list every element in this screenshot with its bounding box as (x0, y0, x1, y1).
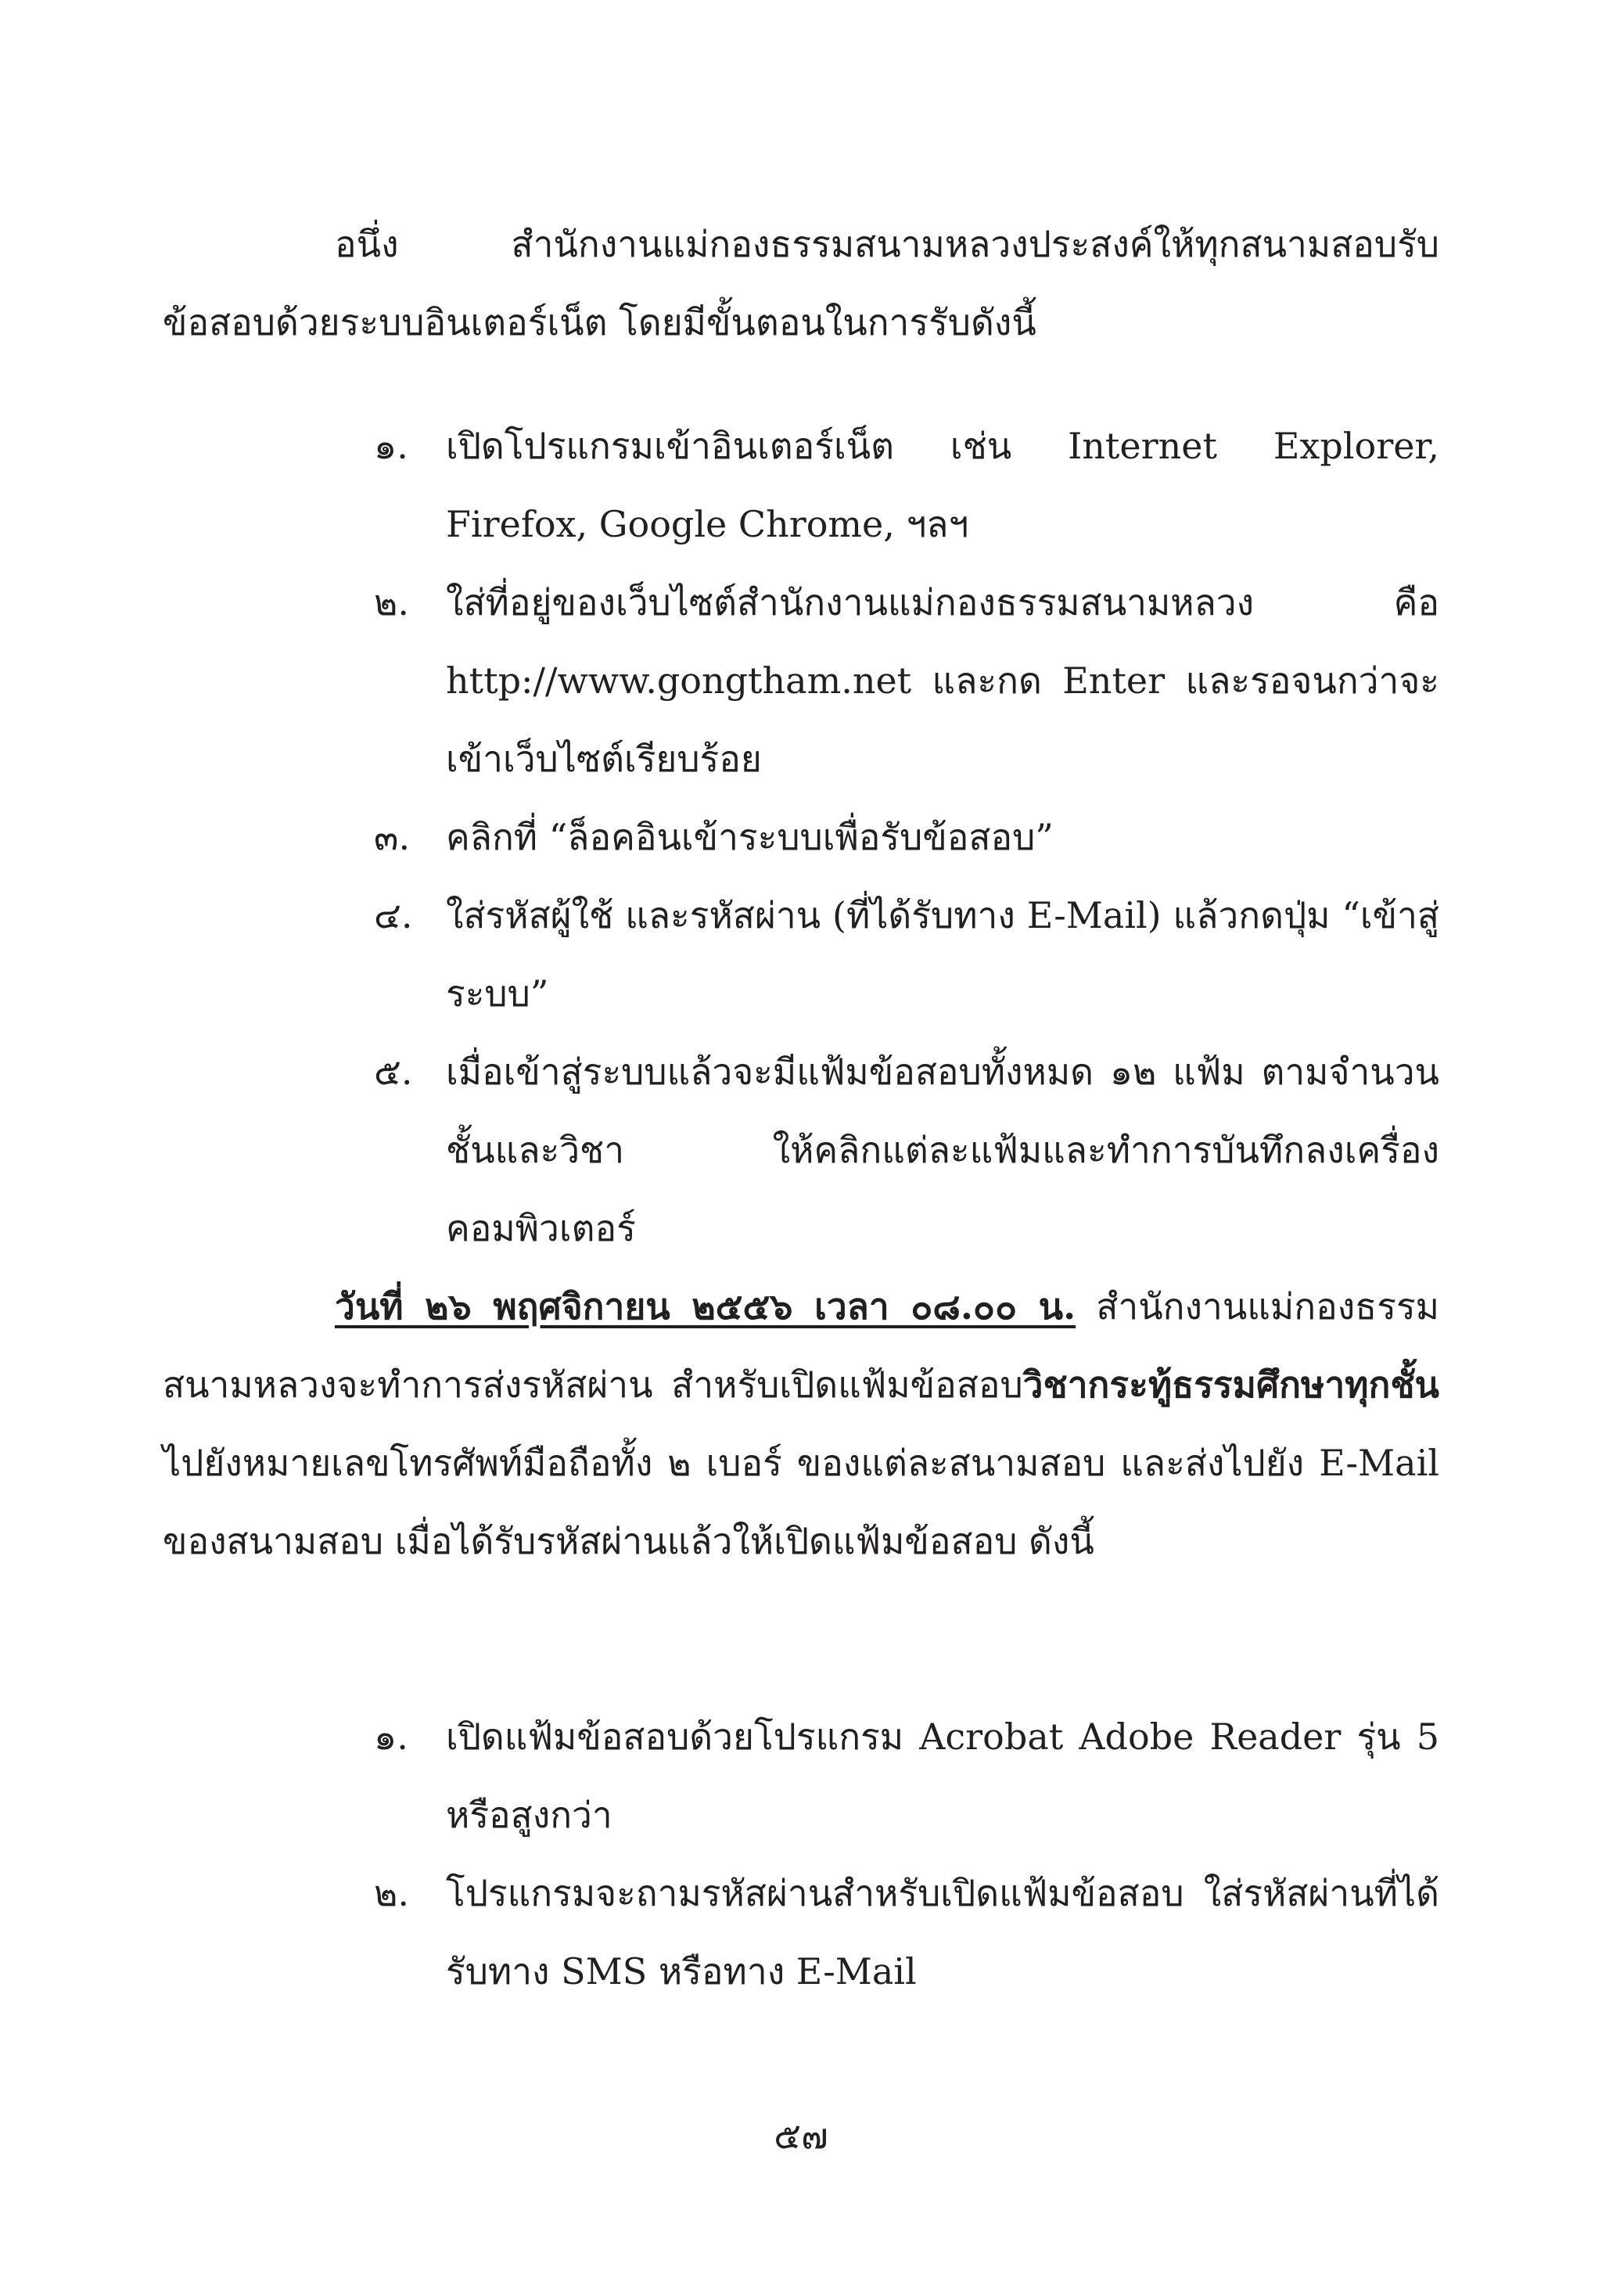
step-number: ๑. (374, 425, 408, 467)
step-text: โปรแกรมจะถามรหัสผ่านสำหรับเปิดแฟ้มข้อสอบ ใส่รหัสผ่านที่ได้รับทาง SMS หรือทาง E-Mail (446, 1872, 1439, 1992)
step-text: เปิดโปรแกรมเข้าอินเตอร์เน็ต เช่น Internet Explorer, Firefox, Google Chrome, ฯลฯ (446, 425, 1439, 545)
receive-step-2 (374, 563, 1439, 798)
receive-step-4 (374, 876, 1439, 1033)
receive-step-3 (374, 798, 1439, 876)
open-step-2 (374, 1854, 1439, 2010)
step-text: เมื่อเข้าสู่ระบบแล้วจะมีแฟ้มข้อสอบทั้งหมด ๑๒ แฟ้ม ตามจำนวนชั้นและวิชา ให้คลิกแต่ละแฟ้มและทำการบันทึกลงเครื่องคอมพิวเตอร์ (446, 1051, 1439, 1249)
notice-date-heading: วันที่ ๒๖ พฤศจิกายน ๒๕๕๖ เวลา ๐๘.๐๐ น. (335, 1285, 1076, 1328)
open-steps-list (374, 1698, 1439, 2010)
receive-step-1 (374, 407, 1439, 563)
notice-subject: วิชากระทู้ธรรมศึกษาทุกชั้น (1022, 1364, 1439, 1406)
step-text: ใส่ที่อยู่ของเว็บไซต์สำนักงานแม่กองธรรมสนามหลวง คือ http://www.gongtham.net และกด Enter และรอจนกว่าจะเข้าเว็บไซต์เรียบร้อย (446, 581, 1439, 780)
step-number: ๑. (374, 1716, 408, 1758)
open-step-1 (374, 1698, 1439, 1854)
notice-paragraph (163, 1267, 1439, 1580)
notice-text-1: สำนักงานแม่กองธรรมสนามหลวงจะทำการส่งรหัสผ่าน สำหรับเปิดแฟ้มข้อสอบ (163, 1285, 1439, 1406)
step-number: ๕. (374, 1051, 413, 1093)
receive-steps-list (374, 407, 1439, 1267)
step-number: ๒. (374, 1872, 409, 1914)
step-number: ๓. (374, 816, 411, 858)
step-number: ๔. (374, 894, 413, 936)
notice-text-2: ไปยังหมายเลขโทรศัพท์มือถือทั้ง ๒ เบอร์ ของแต่ละสนามสอบ และส่งไปยัง E-Mail ของสนามสอบ เมื่อได้รับรหัสผ่านแล้วให้เปิดแฟ้มข้อสอบ ดังนี้ (163, 1442, 1439, 1562)
receive-step-5 (374, 1033, 1439, 1267)
intro-paragraph: อนึ่ง สำนักงานแม่กองธรรมสนามหลวงประสงค์ให้ทุกสนามสอบรับข้อสอบด้วยระบบอินเตอร์เน็ต โดยมีขั้นตอนในการรับดังนี้ (163, 223, 1439, 343)
step-number: ๒. (374, 581, 409, 623)
step-text: คลิกที่ “ล็อคอินเข้าระบบเพื่อรับข้อสอบ” (446, 816, 1054, 858)
page-number: ๕๗ (774, 2115, 828, 2157)
step-text: ใส่รหัสผู้ใช้ และรหัสผ่าน (ที่ได้รับทาง E-Mail) แล้วกดปุ่ม “เข้าสู่ระบบ” (446, 894, 1439, 1015)
step-text: เปิดแฟ้มข้อสอบด้วยโปรแกรม Acrobat Adobe Reader รุ่น 5 หรือสูงกว่า (446, 1716, 1439, 1836)
